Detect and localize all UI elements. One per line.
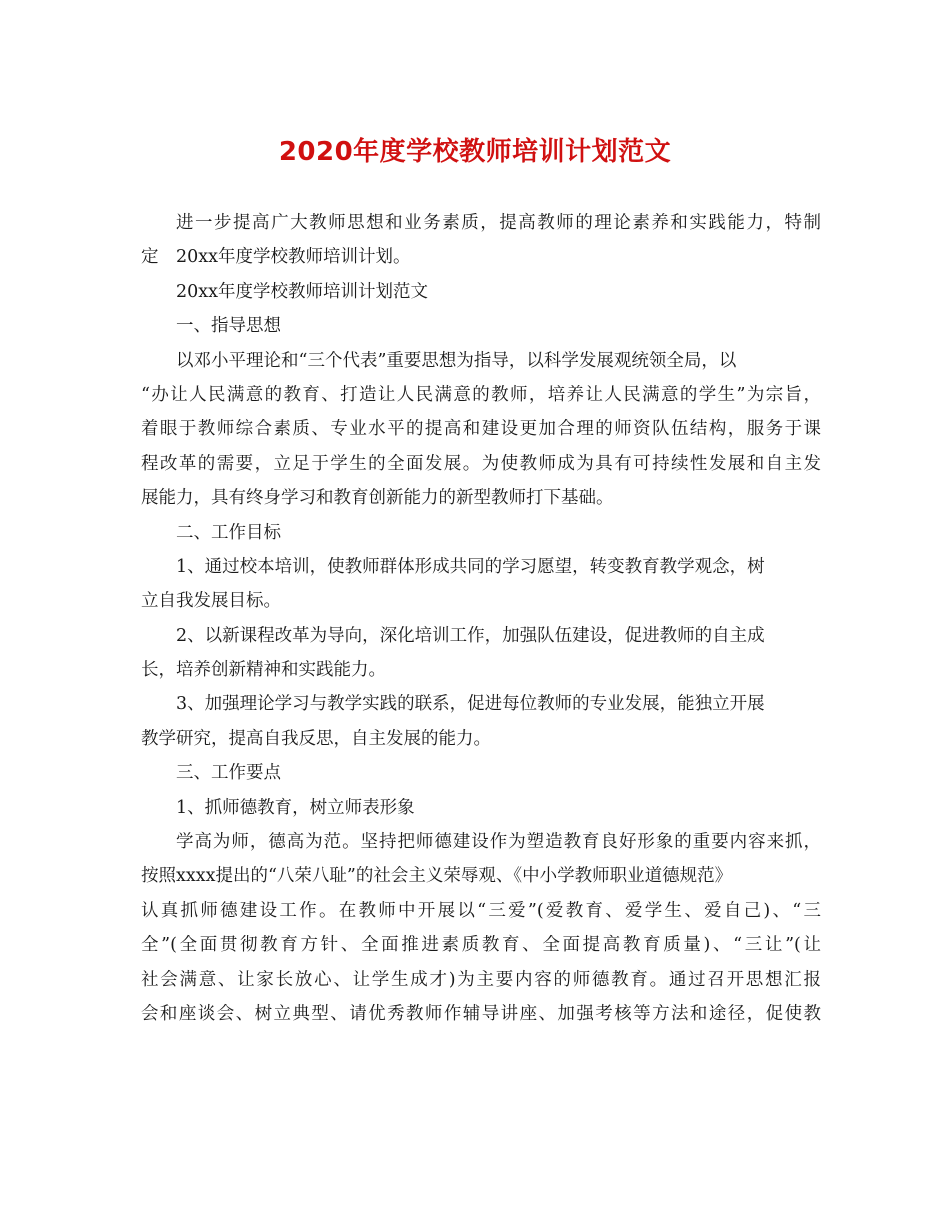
- document-title: 2020年度学校教师培训计划范文: [278, 137, 672, 167]
- paragraph-line: 按照xxxx提出的“八荣八耻”的社会主义荣辱观、《中小学教师职业道德规范》: [141, 866, 733, 887]
- paragraph-line: 立自我发展目标。: [141, 591, 281, 612]
- paragraph-line: 教学研究，提高自我反思，自主发展的能力。: [141, 728, 491, 749]
- paragraph-line: 着眼于教师综合素质、专业水平的提高和建设更加合理的师资队伍结构，服务于课: [141, 419, 821, 440]
- paragraph-line: 进一步提高广大教师思想和业务素质，提高教师的理论素养和实践能力，特制: [176, 213, 821, 233]
- paragraph-line: 3、加强理论学习与教学实践的联系，促进每位教师的专业发展，能独立开展: [176, 694, 765, 715]
- paragraph-line: “办让人民满意的教育、打造让人民满意的教师，培养让人民满意的学生”为宗旨，: [141, 384, 821, 405]
- subsection-heading: 1、抓师德教育，树立师表形象: [176, 797, 415, 818]
- paragraph-line: 程改革的需要，立足于学生的全面发展。为使教师成为具有可持续性发展和自主发: [141, 453, 821, 474]
- paragraph-line: 会和座谈会、树立典型、请优秀教师作辅导讲座、加强考核等方法和途径，促使教: [141, 1003, 821, 1024]
- paragraph-line: 展能力，具有终身学习和教育创新能力的新型教师打下基础。: [141, 488, 614, 509]
- section-heading: 三、工作要点: [176, 763, 281, 784]
- section-heading: 一、指导思想: [176, 316, 281, 337]
- paragraph-line: 学高为师，德高为范。坚持把师德建设作为塑造教育良好形象的重要内容来抓，: [176, 832, 821, 853]
- paragraph-line: 1、通过校本培训，使教师群体形成共同的学习愿望，转变教育教学观念，树: [176, 556, 765, 577]
- paragraph-line: 社会满意、让家长放心、让学生成才)为主要内容的师德教育。通过召开思想汇报: [141, 969, 821, 990]
- paragraph-line: 20xx年度学校教师培训计划范文: [176, 281, 429, 302]
- section-heading: 二、工作目标: [176, 522, 281, 543]
- paragraph-line: 以邓小平理论和“三个代表”重要思想为指导，以科学发展观统领全局，以: [176, 350, 737, 371]
- paragraph-line: 2、以新课程改革为导向，深化培训工作，加强队伍建设，促进教师的自主成: [176, 625, 765, 646]
- paragraph-line: 全”(全面贯彻教育方针、全面推进素质教育、全面提高教育质量)、“三让”(让: [141, 935, 821, 956]
- paragraph-line: 认真抓师德建设工作。在教师中开展以“三爱”(爱教育、爱学生、爱自己)、“三: [141, 900, 821, 921]
- paragraph-line: 定 20xx年度学校教师培训计划。: [141, 247, 411, 268]
- document-body: [141, 206, 821, 1031]
- paragraph-line: 长，培养创新精神和实践能力。: [141, 660, 386, 681]
